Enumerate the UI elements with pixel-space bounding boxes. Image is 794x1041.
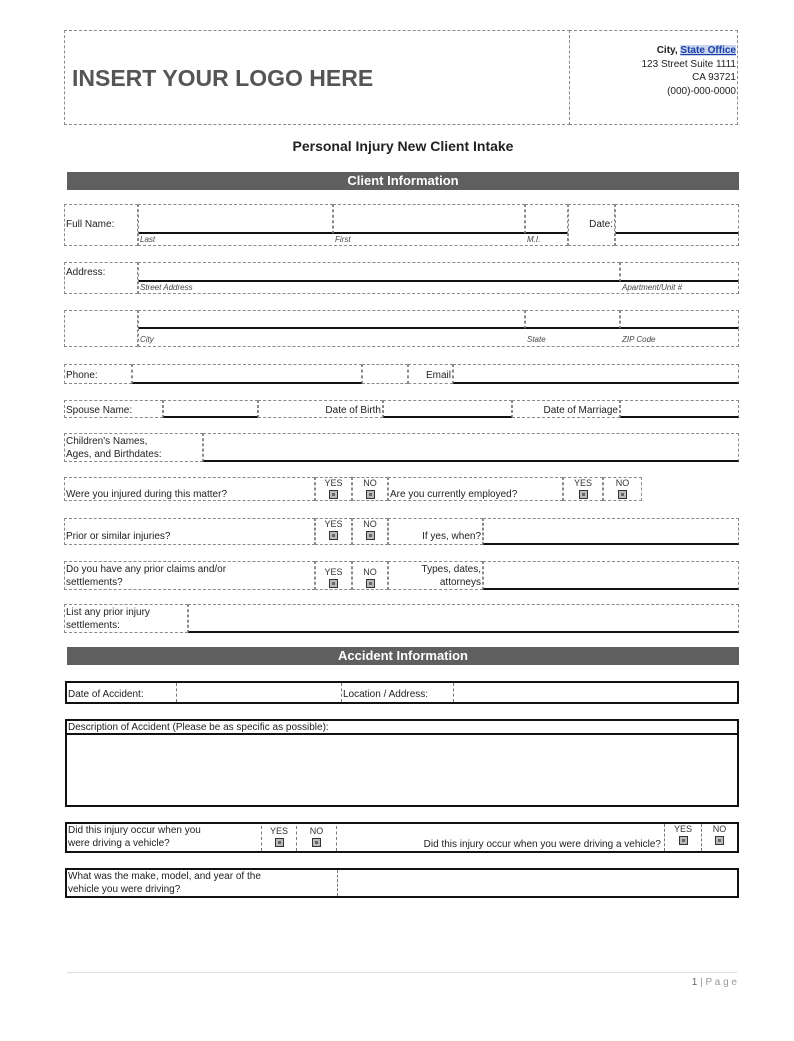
checkbox-driving2-yes[interactable]	[679, 836, 688, 845]
name-sublabel-row	[138, 233, 568, 246]
employed-question-cell	[388, 477, 563, 501]
yes-label: YES	[673, 824, 692, 834]
checkbox-prior-no[interactable]	[366, 531, 375, 540]
apartment-sublabel: Apartment/Unit #	[622, 283, 683, 292]
claims-yes[interactable]	[315, 561, 352, 590]
date-input[interactable]	[615, 204, 739, 234]
zip-code-sublabel: ZIP Code	[622, 335, 656, 344]
prior-yes[interactable]	[315, 518, 352, 545]
location-input[interactable]	[454, 683, 737, 702]
checkbox-driving-yes[interactable]	[275, 838, 284, 847]
dob-label-cell	[258, 400, 383, 418]
email-label-cell	[408, 364, 453, 384]
dom-label: Date of Marriage	[543, 405, 618, 416]
spouse-name-input[interactable]	[163, 400, 258, 418]
checkbox-employed-no[interactable]	[618, 490, 627, 499]
middle-initial-input[interactable]	[525, 204, 568, 234]
injured-yes[interactable]	[315, 477, 352, 501]
spouse-label: Spouse Name:	[66, 405, 133, 416]
driving-question-full: Did this injury occur when you were driving a vehicle?	[423, 839, 661, 850]
phone-label-cell	[64, 364, 132, 384]
checkbox-employed-yes[interactable]	[579, 490, 588, 499]
employed-question: Are you currently employed?	[390, 489, 518, 500]
no-label: NO	[363, 478, 377, 488]
driving-yes[interactable]	[261, 826, 297, 851]
last-name-input[interactable]	[138, 204, 333, 234]
checkbox-injured-yes[interactable]	[329, 490, 338, 499]
page-number: 1	[691, 977, 698, 988]
section-accident-information: Accident Information	[67, 647, 739, 665]
mi-sublabel: M.I.	[527, 235, 541, 244]
driving-question-1: Did this injury occur when you	[68, 825, 201, 836]
logo-placeholder: INSERT YOUR LOGO HERE	[72, 65, 374, 91]
street-address-input[interactable]	[138, 262, 620, 282]
injured-no[interactable]	[352, 477, 388, 501]
date-label-cell	[568, 204, 615, 246]
office-city: City,	[656, 45, 681, 56]
checkbox-claims-yes[interactable]	[329, 579, 338, 588]
checkbox-prior-yes[interactable]	[329, 531, 338, 540]
children-label-1: Children's Names,	[66, 436, 148, 447]
prior-question-cell	[64, 518, 315, 545]
prior-no[interactable]	[352, 518, 388, 545]
spacer-cell	[362, 364, 408, 384]
accident-date-input[interactable]	[177, 683, 342, 702]
state-sublabel: State	[527, 335, 546, 344]
claims-question-cell	[64, 561, 315, 590]
email-input[interactable]	[453, 364, 739, 384]
yes-label: YES	[269, 826, 288, 836]
list-label-cell	[64, 604, 188, 633]
checkbox-claims-no[interactable]	[366, 579, 375, 588]
driving2-yes[interactable]	[664, 824, 702, 851]
first-name-input[interactable]	[333, 204, 525, 234]
vehicle-question-2: vehicle you were driving?	[68, 884, 181, 895]
claims-question-1: Do you have any prior claims and/or	[66, 564, 227, 575]
phone-input[interactable]	[132, 364, 362, 384]
first-sublabel: First	[335, 235, 351, 244]
if-yes-cell	[388, 518, 483, 545]
driving-question-2: were driving a vehicle?	[68, 838, 170, 849]
no-label: NO	[363, 519, 377, 529]
prior-when-input[interactable]	[483, 518, 739, 545]
street-address-sublabel: Street Address	[140, 283, 193, 292]
phone-label: Phone:	[66, 370, 98, 381]
page-title: Personal Injury New Client Intake	[292, 138, 514, 154]
dom-input[interactable]	[620, 400, 739, 418]
office-state: State Office	[680, 45, 736, 56]
checkbox-driving2-no[interactable]	[715, 836, 724, 845]
claims-question-2: settlements?	[66, 577, 123, 588]
dob-input[interactable]	[383, 400, 512, 418]
description-label: Description of Accident (Please be as specific as possible):	[68, 722, 329, 733]
list-label-1: List any prior injury	[66, 607, 150, 618]
office-zip: CA 93721	[692, 72, 736, 83]
children-input[interactable]	[203, 433, 739, 462]
zip-code-input[interactable]	[620, 310, 739, 329]
divider	[341, 683, 342, 702]
location-label: Location / Address:	[343, 689, 429, 700]
page-label: P a g e	[705, 977, 737, 988]
accident-date-row	[65, 681, 739, 704]
no-label: NO	[363, 567, 377, 577]
city-input[interactable]	[138, 310, 525, 329]
children-label-cell	[64, 433, 203, 462]
employed-no[interactable]	[603, 477, 642, 501]
no-label: NO	[615, 478, 630, 488]
dob-label: Date of Birth	[325, 405, 381, 416]
checkbox-driving-no[interactable]	[312, 838, 321, 847]
vehicle-input[interactable]	[338, 870, 737, 896]
injured-question: Were you injured during this matter?	[66, 489, 228, 500]
types-label-1: Types, dates,	[421, 564, 481, 575]
description-input[interactable]	[65, 733, 739, 807]
city-label-cell	[64, 310, 138, 347]
full-name-label-cell	[64, 204, 138, 246]
injured-question-cell	[64, 477, 315, 501]
accident-date-label: Date of Accident:	[68, 689, 144, 700]
office-phone: (000)-000-0000	[667, 85, 736, 97]
office-address-box	[569, 30, 738, 125]
claims-no[interactable]	[352, 561, 388, 590]
date-sub	[615, 233, 739, 246]
vehicle-row	[65, 868, 739, 898]
driving-no[interactable]	[297, 826, 337, 851]
types-cell	[388, 561, 483, 590]
no-label: NO	[712, 824, 727, 834]
checkbox-injured-no[interactable]	[366, 490, 375, 499]
address-label: Address:	[66, 267, 106, 278]
vehicle-question-1: What was the make, model, and year of the	[68, 871, 261, 882]
dom-label-cell	[512, 400, 620, 418]
yes-label: YES	[573, 478, 592, 488]
employed-yes[interactable]	[563, 477, 603, 501]
driving-row	[65, 822, 739, 853]
yes-label: YES	[324, 478, 343, 488]
page-footer: 1 | P a g e	[691, 977, 737, 988]
apartment-input[interactable]	[620, 262, 739, 282]
logo-box	[64, 30, 570, 125]
office-street: 123 Street Suite 1111	[641, 58, 736, 70]
if-yes-when-label: If yes, when?	[422, 531, 481, 542]
footer-rule	[67, 972, 737, 973]
prior-settlements-input[interactable]	[188, 604, 739, 633]
no-label: NO	[309, 826, 324, 836]
children-label-2: Ages, and Birthdates:	[66, 449, 162, 460]
driving2-no[interactable]	[702, 824, 737, 851]
types-label-2: attorneys	[439, 577, 481, 588]
spouse-label-cell	[64, 400, 163, 418]
city-sublabel: City	[140, 335, 154, 344]
full-name-label: Full Name:	[66, 219, 115, 230]
date-label: Date:	[589, 219, 613, 230]
prior-question: Prior or similar injuries?	[66, 531, 171, 542]
section-client-information: Client Information	[67, 172, 739, 190]
last-sublabel: Last	[140, 235, 156, 244]
yes-label: YES	[324, 567, 343, 577]
yes-label: YES	[324, 519, 343, 529]
address-label-cell	[64, 262, 138, 294]
list-label-2: settlements:	[66, 620, 120, 631]
claims-details-input[interactable]	[483, 561, 739, 590]
state-input[interactable]	[525, 310, 620, 329]
email-label: Email	[425, 370, 451, 381]
